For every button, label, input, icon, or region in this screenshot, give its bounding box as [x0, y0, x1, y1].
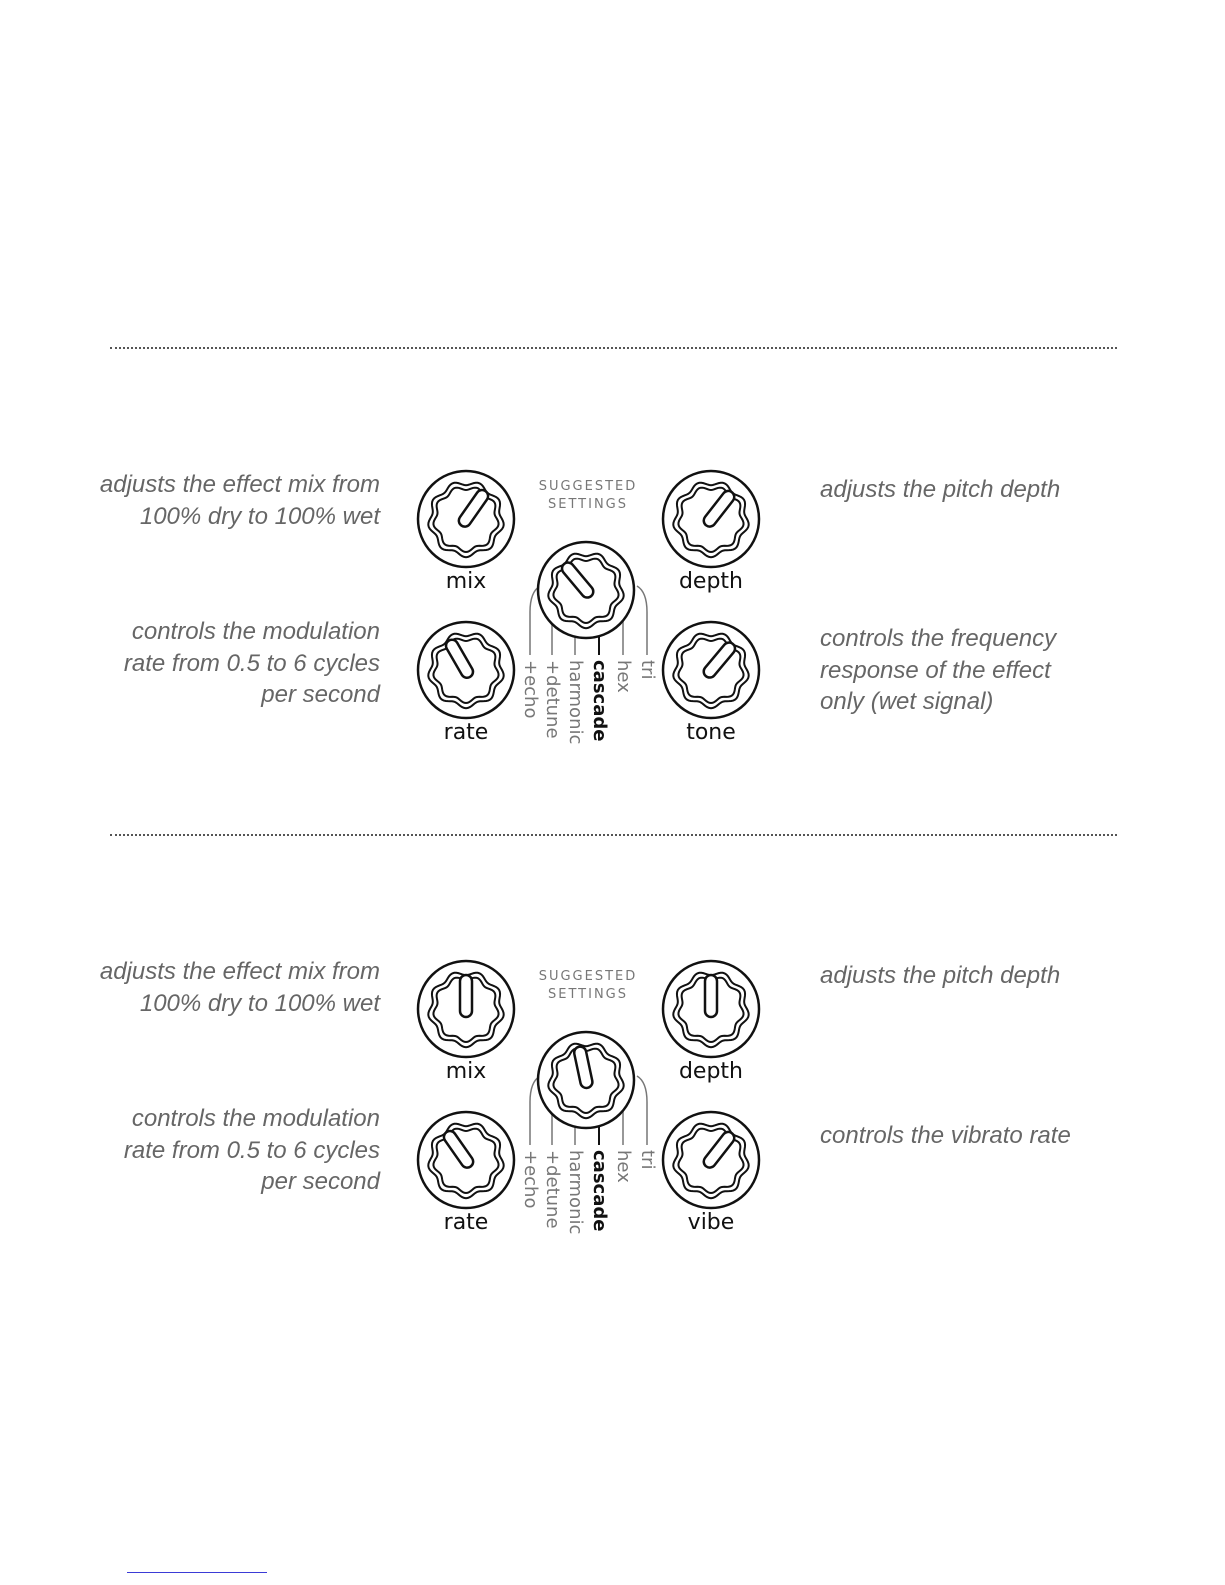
mode-detune-label: +detune	[542, 1150, 563, 1229]
mode-harmonic[interactable]	[565, 630, 587, 770]
rate-description: controls the modulation rate from 0.5 to 6 cycles per second	[123, 1105, 380, 1195]
mode-hex-label: hex	[613, 660, 634, 693]
knob-graphic	[535, 1029, 637, 1131]
mode-cascade-label: cascade	[589, 660, 610, 742]
mode-tri-label: tri	[637, 1150, 658, 1170]
rate-knob-label: rate	[443, 1210, 489, 1235]
depth-knob-label: depth	[678, 569, 744, 594]
rate-knob-label: rate	[443, 720, 489, 745]
mode-tri[interactable]	[637, 1120, 659, 1260]
mode-tri[interactable]	[637, 630, 659, 770]
mode-cascade[interactable]	[589, 1120, 611, 1260]
mode-echo-label: +echo	[520, 1150, 541, 1209]
depth-knob-label: depth	[678, 1059, 744, 1084]
suggested-line-1: SUGGESTED	[538, 479, 638, 494]
mode-echo[interactable]	[520, 630, 542, 770]
mode-cascade[interactable]	[589, 630, 611, 770]
mix-knob-label: mix	[445, 569, 487, 594]
mix-description: adjusts the effect mix from 100% dry to 100% wet	[99, 958, 380, 1017]
mode-harmonic-label: harmonic	[565, 660, 586, 745]
mode-detune[interactable]	[542, 1120, 564, 1260]
vibe-knob-label: vibe	[687, 1210, 735, 1235]
mode-harmonic[interactable]	[565, 1120, 587, 1260]
mode-tri-label: tri	[637, 660, 658, 680]
depth-description: adjusts the pitch depth	[820, 476, 1061, 503]
knob-graphic	[535, 539, 637, 641]
divider-top	[110, 347, 1117, 349]
mode-hex[interactable]	[613, 1120, 635, 1260]
mix-description: adjusts the effect mix from 100% dry to 100% wet	[99, 471, 380, 530]
divider-middle	[110, 834, 1117, 836]
suggested-line-2: SETTINGS	[547, 497, 628, 512]
suggested-line-1: SUGGESTED	[538, 969, 638, 984]
mode-echo-label: +echo	[520, 660, 541, 719]
suggested-line-2: SETTINGS	[547, 987, 628, 1002]
mode-cascade-label: cascade	[589, 1150, 610, 1232]
vibe-description: controls the vibrato rate	[820, 1122, 1071, 1149]
depth-description: adjusts the pitch depth	[820, 962, 1061, 989]
section-1	[0, 465, 1225, 765]
tone-knob-label: tone	[686, 720, 736, 745]
mode-harmonic-label: harmonic	[565, 1150, 586, 1235]
mode-echo[interactable]	[520, 1120, 542, 1260]
footer-link-underline	[127, 1572, 267, 1573]
mode-hex-label: hex	[613, 1150, 634, 1183]
mode-selector-knob[interactable]	[535, 1029, 637, 1131]
controls-panel	[415, 955, 775, 1255]
tone-description: controls the frequency response of the effect only (wet signal)	[820, 625, 1057, 715]
mode-selector-knob[interactable]	[535, 539, 637, 641]
mode-detune-label: +detune	[542, 660, 563, 739]
mode-hex[interactable]	[613, 630, 635, 770]
section-2	[0, 955, 1225, 1255]
mix-knob-label: mix	[445, 1059, 487, 1084]
controls-panel	[415, 465, 775, 765]
mode-detune[interactable]	[542, 630, 564, 770]
rate-description: controls the modulation rate from 0.5 to 6 cycles per second	[123, 618, 380, 708]
